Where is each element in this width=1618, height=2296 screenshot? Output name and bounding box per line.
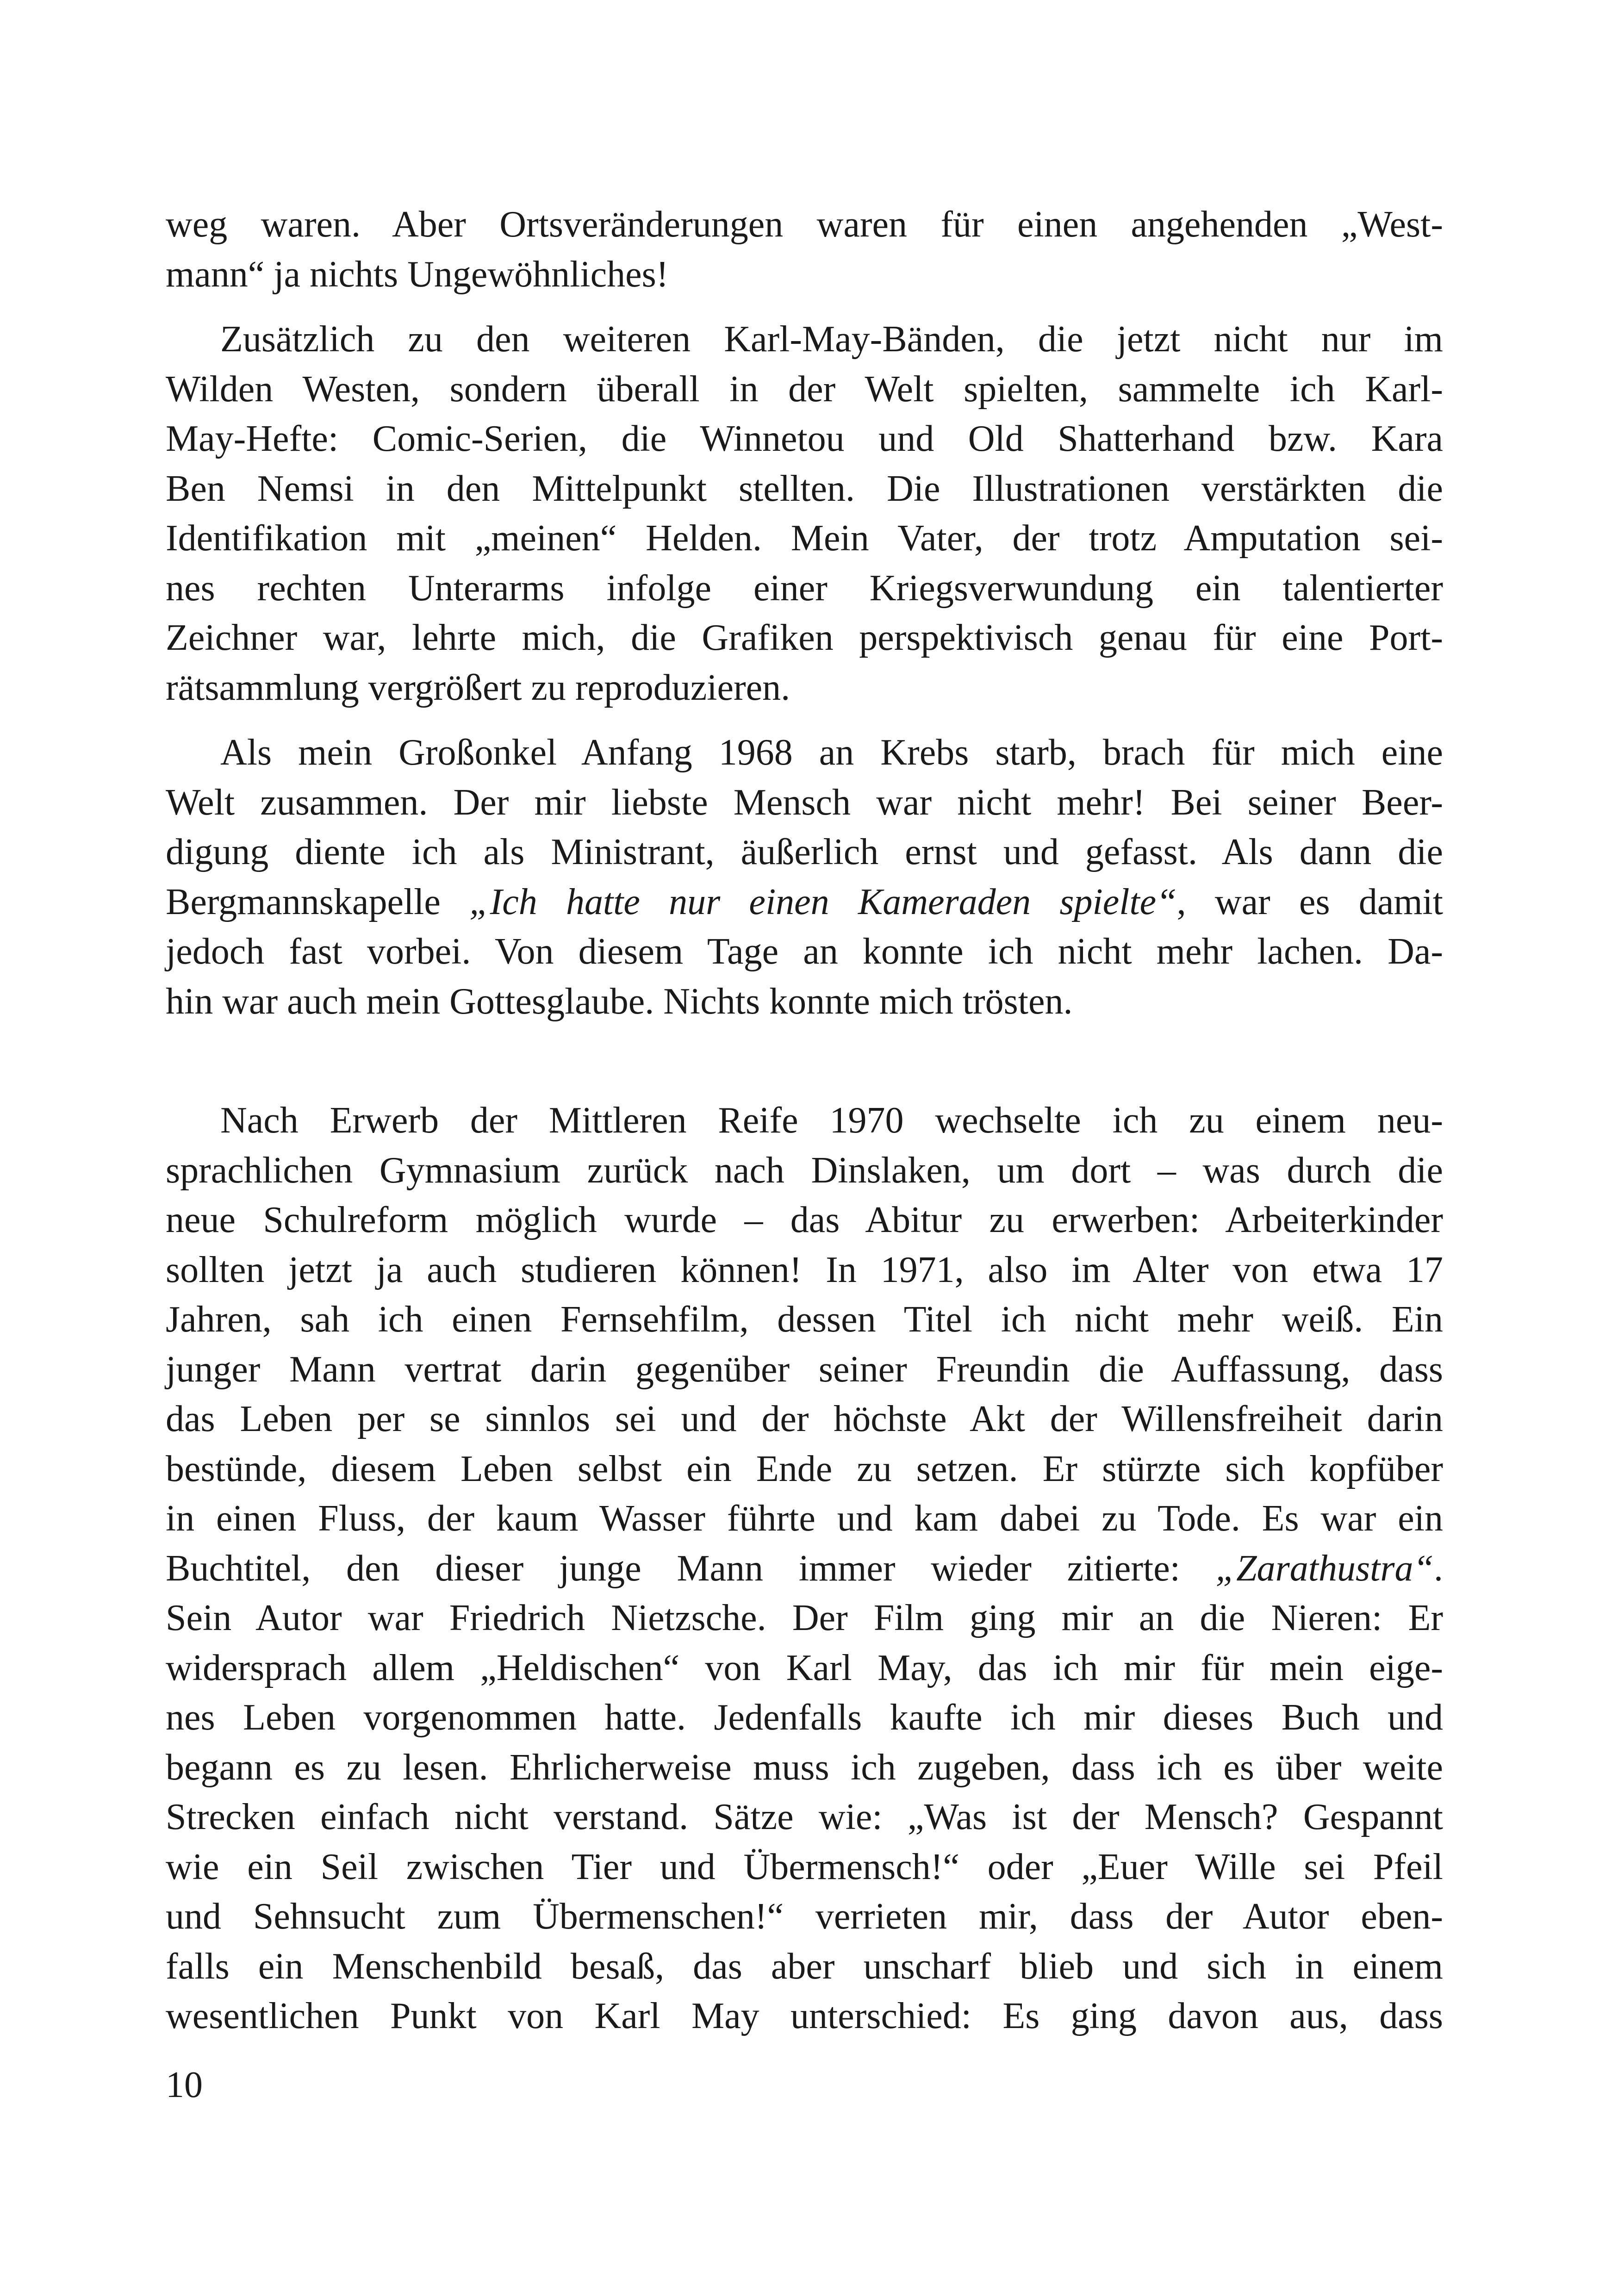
italic-book-title: „Zarathustra“ [1215,1548,1434,1589]
text-line: May-Hefte: Comic-Serien, die Winnetou und Old Shatterhand bzw. Kara [166,418,1443,459]
paragraph-2 [166,315,1443,713]
text-line: falls ein Menschenbild besaß, das aber unscharf blieb und sich in einem [166,1946,1443,1987]
text-line: begann es zu lesen. Ehrlicherweise muss ich zugeben, dass ich es über weite [166,1747,1443,1788]
text-line-with-italic [166,1544,1443,1594]
page-body [166,200,1443,2041]
paragraph-3 [166,728,1443,1027]
text-line: Zeichner war, lehrte mich, die Grafiken perspektivisch genau für eine Port- [166,617,1443,658]
text-line: Wilden Westen, sondern überall in der Welt spielten, sammelte ich Karl- [166,368,1443,410]
text-line: in einen Fluss, der kaum Wasser führte und kam dabei zu Tode. Es war ein [166,1498,1443,1539]
text-line: Ben Nemsi in den Mittelpunkt stellten. Die Illustrationen verstärkten die [166,468,1443,509]
page-number: 10 [166,2065,203,2105]
text-line: Zusätzlich zu den weiteren Karl-May-Bänden, die jetzt nicht nur im [220,319,1443,360]
text-run: , war es damit [1176,881,1444,922]
text-line: weg waren. Aber Ortsveränderungen waren für einen angehenden „West- [166,204,1443,245]
paragraph-4 [166,1096,1443,2041]
text-run: Buchtitel, den dieser junge Mann immer wieder zitierte: [166,1548,1216,1589]
text-line: digung diente ich als Ministrant, äußerlich ernst und gefasst. Als dann die [166,832,1443,872]
text-line: hin war auch mein Gottesglaube. Nichts konnte mich trösten. [166,981,1073,1022]
text-line: widersprach allem „Heldischen“ von Karl May, das ich mir für mein eige- [166,1647,1443,1688]
text-line: mann“ ja nichts Ungewöhnliches! [166,254,669,295]
text-line: junger Mann vertrat darin gegenüber seiner Freundin die Auffassung, dass [166,1349,1443,1390]
text-line: Nach Erwerb der Mittleren Reife 1970 wechselte ich zu einem neu- [220,1100,1443,1141]
text-line: und Sehnsucht zum Übermenschen!“ verrieten mir, dass der Autor eben- [166,1896,1443,1937]
text-line: sprachlichen Gymnasium zurück nach Dinslaken, um dort – was durch die [166,1150,1443,1191]
text-line: Identifikation mit „meinen“ Helden. Mein Vater, der trotz Amputation sei- [166,518,1443,559]
text-run: . [1434,1548,1443,1589]
text-line: wesentlichen Punkt von Karl May unterschied: Es ging davon aus, dass [166,1996,1443,2036]
text-line: Als mein Großonkel Anfang 1968 an Krebs starb, brach für mich eine [220,732,1443,773]
text-line-with-italic [166,877,1443,927]
text-run: Bergmannskapelle [166,881,470,922]
text-line: wie ein Seil zwischen Tier und Übermensch!“ oder „Euer Wille sei Pfeil [166,1846,1443,1887]
text-line: sollten jetzt ja auch studieren können! In 1971, also im Alter von etwa 17 [166,1249,1443,1290]
text-line: Sein Autor war Friedrich Nietzsche. Der Film ging mir an die Nieren: Er [166,1598,1443,1638]
text-line: neue Schulreform möglich wurde – das Abitur zu erwerben: Arbeiterkinder [166,1200,1443,1240]
paragraph-1 [166,200,1443,299]
text-line: Jahren, sah ich einen Fernsehfilm, dessen Titel ich nicht mehr weiß. Ein [166,1299,1443,1340]
text-line: bestünde, diesem Leben selbst ein Ende zu setzen. Er stürzte sich kopfüber [166,1448,1443,1489]
text-line: Strecken einfach nicht verstand. Sätze wie: „Was ist der Mensch? Gespannt [166,1797,1443,1837]
text-line: das Leben per se sinnlos sei und der höchste Akt der Willensfreiheit darin [166,1399,1443,1439]
text-line: jedoch fast vorbei. Von diesem Tage an konnte ich nicht mehr lachen. Da- [166,931,1443,972]
text-line: nes Leben vorgenommen hatte. Jedenfalls kaufte ich mir dieses Buch und [166,1697,1443,1738]
text-line: rätsammlung vergrößert zu reproduzieren. [166,667,790,708]
text-line: nes rechten Unterarms infolge einer Kriegsverwundung ein talentierter [166,567,1443,609]
italic-song-title: „Ich hatte nur einen Kameraden spielte“ [469,881,1177,922]
text-line: Welt zusammen. Der mir liebste Mensch war nicht mehr! Bei seiner Beer- [166,782,1443,823]
